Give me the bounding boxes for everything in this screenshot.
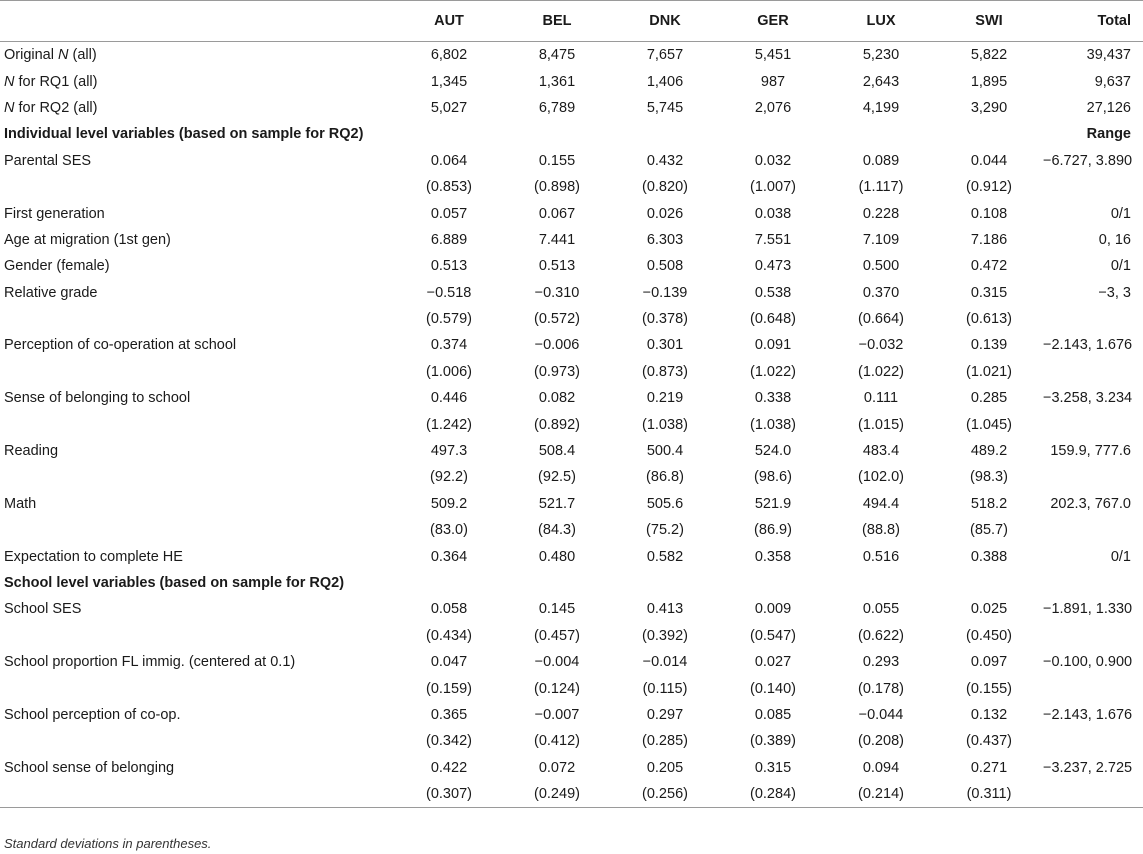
value-cell: 4,199 — [862, 99, 900, 116]
value-cell: (0.579) — [426, 311, 472, 328]
value-cell: 0.364 — [430, 548, 468, 565]
row-label — [0, 623, 395, 649]
row-label — [0, 464, 395, 490]
value-cell: 0.285 — [970, 390, 1008, 407]
value-cell: 2,643 — [862, 73, 900, 90]
value-cell: (1.022) — [858, 363, 904, 380]
value-cell: 6,802 — [430, 47, 468, 64]
value-cell: (0.613) — [966, 311, 1012, 328]
value-cell: 1,361 — [538, 73, 576, 90]
value-cell: 0.038 — [754, 205, 792, 222]
total-cell — [1043, 411, 1143, 437]
total-cell: 159.9, 777.6 — [1050, 443, 1131, 460]
value-cell: (1.007) — [750, 179, 796, 196]
value-cell: (0.307) — [395, 781, 503, 808]
value-cell: −0.006 — [534, 337, 580, 354]
section-total-cell: Range — [1086, 126, 1131, 143]
value-cell: 505.6 — [646, 495, 684, 512]
row-label: Parental SES — [4, 152, 92, 169]
value-cell: 6,789 — [538, 99, 576, 116]
value-cell: 1,895 — [970, 73, 1008, 90]
value-cell: 0.219 — [646, 390, 684, 407]
value-cell: 7.551 — [754, 231, 792, 248]
table-row — [0, 623, 1143, 649]
table-footnote: Standard deviations in parentheses. — [4, 836, 212, 851]
value-cell: (1.021) — [966, 363, 1012, 380]
row-label: Relative grade — [4, 284, 98, 301]
total-cell: −3, 3 — [1098, 284, 1131, 301]
section-header-row — [0, 121, 1143, 147]
value-cell: 0.032 — [754, 152, 792, 169]
value-cell: (0.873) — [642, 363, 688, 380]
value-cell: (1.006) — [426, 363, 472, 380]
value-cell: 6.889 — [430, 231, 468, 248]
section-header-row — [0, 570, 1143, 596]
value-cell: (0.973) — [534, 363, 580, 380]
value-cell: (0.648) — [750, 311, 796, 328]
value-cell: (102.0) — [858, 469, 904, 486]
value-cell: 5,745 — [646, 99, 684, 116]
value-cell: −0.014 — [642, 654, 688, 671]
value-cell: 5,822 — [970, 47, 1008, 64]
value-cell: 0.422 — [430, 759, 468, 776]
value-cell: 0.508 — [646, 258, 684, 275]
table-row — [0, 332, 1143, 358]
value-cell: −0.004 — [534, 654, 580, 671]
total-cell: −1.891, 1.330 — [1043, 601, 1133, 618]
value-cell: 0.058 — [430, 601, 468, 618]
value-cell: 0.091 — [754, 337, 792, 354]
table-body — [0, 42, 1143, 808]
value-cell: 509.2 — [430, 495, 468, 512]
value-cell: 0.513 — [430, 258, 468, 275]
value-cell: 0.413 — [646, 601, 684, 618]
value-cell: (0.256) — [611, 781, 719, 808]
value-cell: 0.047 — [430, 654, 468, 671]
value-cell: 0.055 — [862, 601, 900, 618]
row-label: Sense of belonging to school — [4, 390, 191, 407]
row-label: Perception of co-operation at school — [4, 337, 237, 354]
row-label-italic: N — [4, 99, 15, 116]
value-cell: (0.622) — [858, 627, 904, 644]
total-cell — [1043, 728, 1143, 754]
value-cell: 7.441 — [538, 231, 576, 248]
table-row — [0, 306, 1143, 332]
value-cell: 0.145 — [538, 601, 576, 618]
section-total-cell — [1043, 570, 1143, 596]
table-row — [0, 491, 1143, 517]
total-cell: 202.3, 767.0 — [1050, 495, 1131, 512]
value-cell: (98.6) — [754, 469, 792, 486]
table-row — [0, 68, 1143, 94]
header-swi: SWI — [935, 1, 1043, 42]
header-aut: AUT — [395, 1, 503, 42]
value-cell: 5,451 — [754, 47, 792, 64]
value-cell: 0.388 — [970, 548, 1008, 565]
row-label — [0, 306, 395, 332]
total-cell: −2.143, 1.676 — [1043, 337, 1133, 354]
value-cell: −0.139 — [642, 284, 688, 301]
value-cell: 0.500 — [862, 258, 900, 275]
value-cell: −0.310 — [534, 284, 580, 301]
value-cell: 489.2 — [970, 443, 1008, 460]
value-cell: (0.820) — [642, 179, 688, 196]
empty-cell — [827, 121, 935, 147]
value-cell: 0.338 — [754, 390, 792, 407]
value-cell: 0.473 — [754, 258, 792, 275]
table-row — [0, 649, 1143, 675]
row-label: Individual level variables (based on sample for RQ2) — [4, 126, 364, 143]
value-cell: (0.208) — [858, 733, 904, 750]
table-row — [0, 438, 1143, 464]
value-cell: 0.097 — [970, 654, 1008, 671]
row-label: First generation — [4, 205, 105, 222]
value-cell: 0.111 — [863, 390, 899, 407]
row-label: School proportion FL immig. (centered at 0.1) — [4, 654, 296, 671]
value-cell: −0.044 — [858, 706, 904, 723]
value-cell: 0.301 — [646, 337, 684, 354]
value-cell: 500.4 — [646, 443, 684, 460]
table-row — [0, 359, 1143, 385]
value-cell: 0.067 — [538, 205, 576, 222]
value-cell: 0.072 — [538, 759, 576, 776]
value-cell: (0.572) — [534, 311, 580, 328]
value-cell: (0.311) — [935, 781, 1043, 808]
empty-cell — [503, 570, 611, 596]
table-row — [0, 42, 1143, 69]
value-cell: (0.155) — [966, 680, 1012, 697]
value-cell: (0.342) — [426, 733, 472, 750]
header-bel: BEL — [503, 1, 611, 42]
value-cell: (0.115) — [642, 680, 688, 697]
table-row — [0, 200, 1143, 226]
value-cell: 521.9 — [754, 495, 792, 512]
empty-cell — [611, 570, 719, 596]
table-row — [0, 174, 1143, 200]
value-cell: 0.315 — [970, 284, 1008, 301]
value-cell: 6.303 — [646, 231, 684, 248]
value-cell: (1.242) — [426, 416, 472, 433]
value-cell: 0.582 — [646, 548, 684, 565]
table-row — [0, 253, 1143, 279]
total-cell: 27,126 — [1086, 99, 1131, 116]
value-cell: (1.117) — [858, 179, 904, 196]
table-row — [0, 517, 1143, 543]
row-label — [0, 174, 395, 200]
table-row — [0, 464, 1143, 490]
value-cell: (1.015) — [858, 416, 904, 433]
value-cell: 0.516 — [862, 548, 900, 565]
value-cell: 7.109 — [862, 231, 900, 248]
value-cell: 0.538 — [754, 284, 792, 301]
value-cell: −0.032 — [858, 337, 904, 354]
value-cell: (1.038) — [642, 416, 688, 433]
value-cell: (1.038) — [750, 416, 796, 433]
row-label: School sense of belonging — [4, 759, 175, 776]
empty-cell — [395, 121, 503, 147]
value-cell: (75.2) — [646, 522, 684, 539]
value-cell: (1.022) — [750, 363, 796, 380]
header-lux: LUX — [827, 1, 935, 42]
total-cell — [1043, 174, 1143, 200]
value-cell: 0.089 — [862, 152, 900, 169]
total-cell — [1043, 781, 1143, 808]
table-row — [0, 95, 1143, 121]
value-cell: −0.007 — [534, 706, 580, 723]
value-cell: 0.432 — [646, 152, 684, 169]
total-cell: −3.237, 2.725 — [1043, 759, 1133, 776]
total-cell: 0/1 — [1110, 258, 1131, 275]
value-cell: 0.513 — [538, 258, 576, 275]
value-cell: 0.082 — [538, 390, 576, 407]
row-label — [0, 411, 395, 437]
total-cell: 9,637 — [1094, 73, 1131, 90]
value-cell: 8,475 — [538, 47, 576, 64]
total-cell: −3.258, 3.234 — [1043, 390, 1133, 407]
total-cell: 0, 16 — [1098, 231, 1131, 248]
row-label — [0, 95, 395, 121]
value-cell: 0.374 — [430, 337, 468, 354]
value-cell: (0.457) — [534, 627, 580, 644]
value-cell: (84.3) — [538, 522, 576, 539]
total-cell: −2.143, 1.676 — [1043, 706, 1133, 723]
row-label: Math — [4, 495, 37, 512]
value-cell: −0.518 — [426, 284, 472, 301]
row-label-italic: N — [58, 47, 69, 64]
value-cell: 0.108 — [970, 205, 1008, 222]
value-cell: (0.140) — [750, 680, 796, 697]
row-label: Age at migration (1st gen) — [4, 231, 171, 248]
total-cell: −6.727, 3.890 — [1043, 152, 1133, 169]
table-row — [0, 755, 1143, 781]
value-cell: (0.412) — [534, 733, 580, 750]
total-cell: 0/1 — [1110, 548, 1131, 565]
value-cell: 0.026 — [646, 205, 684, 222]
header-label-cell — [0, 1, 395, 42]
value-cell: 0.132 — [970, 706, 1008, 723]
value-cell: (0.285) — [642, 733, 688, 750]
value-cell: 3,290 — [970, 99, 1008, 116]
empty-cell — [827, 570, 935, 596]
value-cell: (0.214) — [827, 781, 935, 808]
value-cell: (85.7) — [970, 522, 1008, 539]
value-cell: 0.205 — [646, 759, 684, 776]
value-cell: 987 — [760, 73, 786, 90]
empty-cell — [935, 121, 1043, 147]
value-cell: (98.3) — [970, 469, 1008, 486]
value-cell: (0.392) — [642, 627, 688, 644]
total-cell — [1043, 675, 1143, 701]
header-ger: GER — [719, 1, 827, 42]
table-row — [0, 227, 1143, 253]
value-cell: (83.0) — [430, 522, 468, 539]
value-cell: 0.315 — [754, 759, 792, 776]
value-cell: 521.7 — [538, 495, 576, 512]
total-cell — [1043, 359, 1143, 385]
row-label-prefix: Original — [4, 47, 58, 64]
value-cell: 0.480 — [538, 548, 576, 565]
value-cell: 5,027 — [430, 99, 468, 116]
value-cell: 0.009 — [754, 601, 792, 618]
value-cell: (0.547) — [750, 627, 796, 644]
value-cell: 7,657 — [646, 47, 684, 64]
value-cell: 0.139 — [970, 337, 1008, 354]
value-cell: (92.5) — [538, 469, 576, 486]
value-cell: (0.434) — [426, 627, 472, 644]
row-label: School perception of co-op. — [4, 706, 181, 723]
value-cell: 497.3 — [430, 443, 468, 460]
value-cell: 0.044 — [970, 152, 1008, 169]
total-cell — [1043, 306, 1143, 332]
value-cell: (88.8) — [862, 522, 900, 539]
value-cell: 508.4 — [538, 443, 576, 460]
value-cell: 0.370 — [862, 284, 900, 301]
row-label — [0, 728, 395, 754]
table-header — [0, 1, 1143, 42]
value-cell: 0.057 — [430, 205, 468, 222]
value-cell: 7.186 — [970, 231, 1008, 248]
row-label: Expectation to complete HE — [4, 548, 183, 565]
value-cell: 0.446 — [430, 390, 468, 407]
empty-cell — [719, 570, 827, 596]
header-total: Total — [1043, 1, 1143, 42]
value-cell: (0.450) — [966, 627, 1012, 644]
row-label: Reading — [4, 443, 59, 460]
table-row — [0, 675, 1143, 701]
empty-cell — [611, 121, 719, 147]
table-row — [0, 596, 1143, 622]
total-cell: −0.100, 0.900 — [1043, 654, 1133, 671]
value-cell: (0.853) — [426, 179, 472, 196]
value-cell: 0.155 — [538, 152, 576, 169]
value-cell: 1,406 — [646, 73, 684, 90]
total-cell — [1043, 517, 1143, 543]
value-cell: (0.912) — [966, 179, 1012, 196]
value-cell: (0.378) — [642, 311, 688, 328]
row-label-suffix: for RQ1 (all) — [14, 73, 98, 90]
table-row — [0, 148, 1143, 174]
row-label — [0, 42, 395, 69]
value-cell: 0.085 — [754, 706, 792, 723]
table-row — [0, 543, 1143, 569]
value-cell: 0.228 — [862, 205, 900, 222]
value-cell: 483.4 — [862, 443, 900, 460]
value-cell: 494.4 — [862, 495, 900, 512]
value-cell: 0.297 — [646, 706, 684, 723]
value-cell: 0.472 — [970, 258, 1008, 275]
value-cell: (0.249) — [503, 781, 611, 808]
value-cell: (0.664) — [858, 311, 904, 328]
value-cell: 2,076 — [754, 99, 792, 116]
header-row — [0, 1, 1143, 42]
table-row — [0, 728, 1143, 754]
row-label-italic: N — [4, 73, 15, 90]
table-row — [0, 385, 1143, 411]
row-label — [0, 781, 395, 808]
value-cell: (0.124) — [534, 680, 580, 697]
total-cell: 39,437 — [1086, 47, 1131, 64]
value-cell: (0.389) — [750, 733, 796, 750]
row-label: School SES — [4, 601, 82, 618]
value-cell: 0.064 — [430, 152, 468, 169]
row-label: Gender (female) — [4, 258, 110, 275]
header-dnk: DNK — [611, 1, 719, 42]
value-cell: 0.358 — [754, 548, 792, 565]
value-cell: (0.898) — [534, 179, 580, 196]
table-row — [0, 411, 1143, 437]
value-cell: 0.025 — [970, 601, 1008, 618]
value-cell: (92.2) — [430, 469, 468, 486]
empty-cell — [503, 121, 611, 147]
row-label — [0, 359, 395, 385]
table-row — [0, 702, 1143, 728]
value-cell: 0.293 — [862, 654, 900, 671]
row-label — [0, 675, 395, 701]
value-cell: 0.271 — [970, 759, 1008, 776]
value-cell: (1.045) — [966, 416, 1012, 433]
value-cell: 1,345 — [430, 73, 468, 90]
row-label — [0, 517, 395, 543]
total-cell — [1043, 464, 1143, 490]
row-label-suffix: (all) — [68, 47, 97, 64]
value-cell: 518.2 — [970, 495, 1008, 512]
value-cell: (0.892) — [534, 416, 580, 433]
value-cell: (0.178) — [858, 680, 904, 697]
value-cell: 0.027 — [754, 654, 792, 671]
value-cell: 5,230 — [862, 47, 900, 64]
row-label — [0, 68, 395, 94]
value-cell: (86.8) — [646, 469, 684, 486]
table-row — [0, 781, 1143, 808]
total-cell: 0/1 — [1110, 205, 1131, 222]
empty-cell — [935, 570, 1043, 596]
total-cell — [1043, 623, 1143, 649]
row-label: School level variables (based on sample for RQ2) — [4, 575, 345, 591]
empty-cell — [719, 121, 827, 147]
value-cell: (0.159) — [426, 680, 472, 697]
row-label-suffix: for RQ2 (all) — [14, 99, 98, 116]
value-cell: 0.365 — [430, 706, 468, 723]
value-cell: (86.9) — [754, 522, 792, 539]
value-cell: 524.0 — [754, 443, 792, 460]
value-cell: 0.094 — [862, 759, 900, 776]
empty-cell — [395, 570, 503, 596]
table-row — [0, 280, 1143, 306]
value-cell: (0.437) — [966, 733, 1012, 750]
value-cell: (0.284) — [719, 781, 827, 808]
